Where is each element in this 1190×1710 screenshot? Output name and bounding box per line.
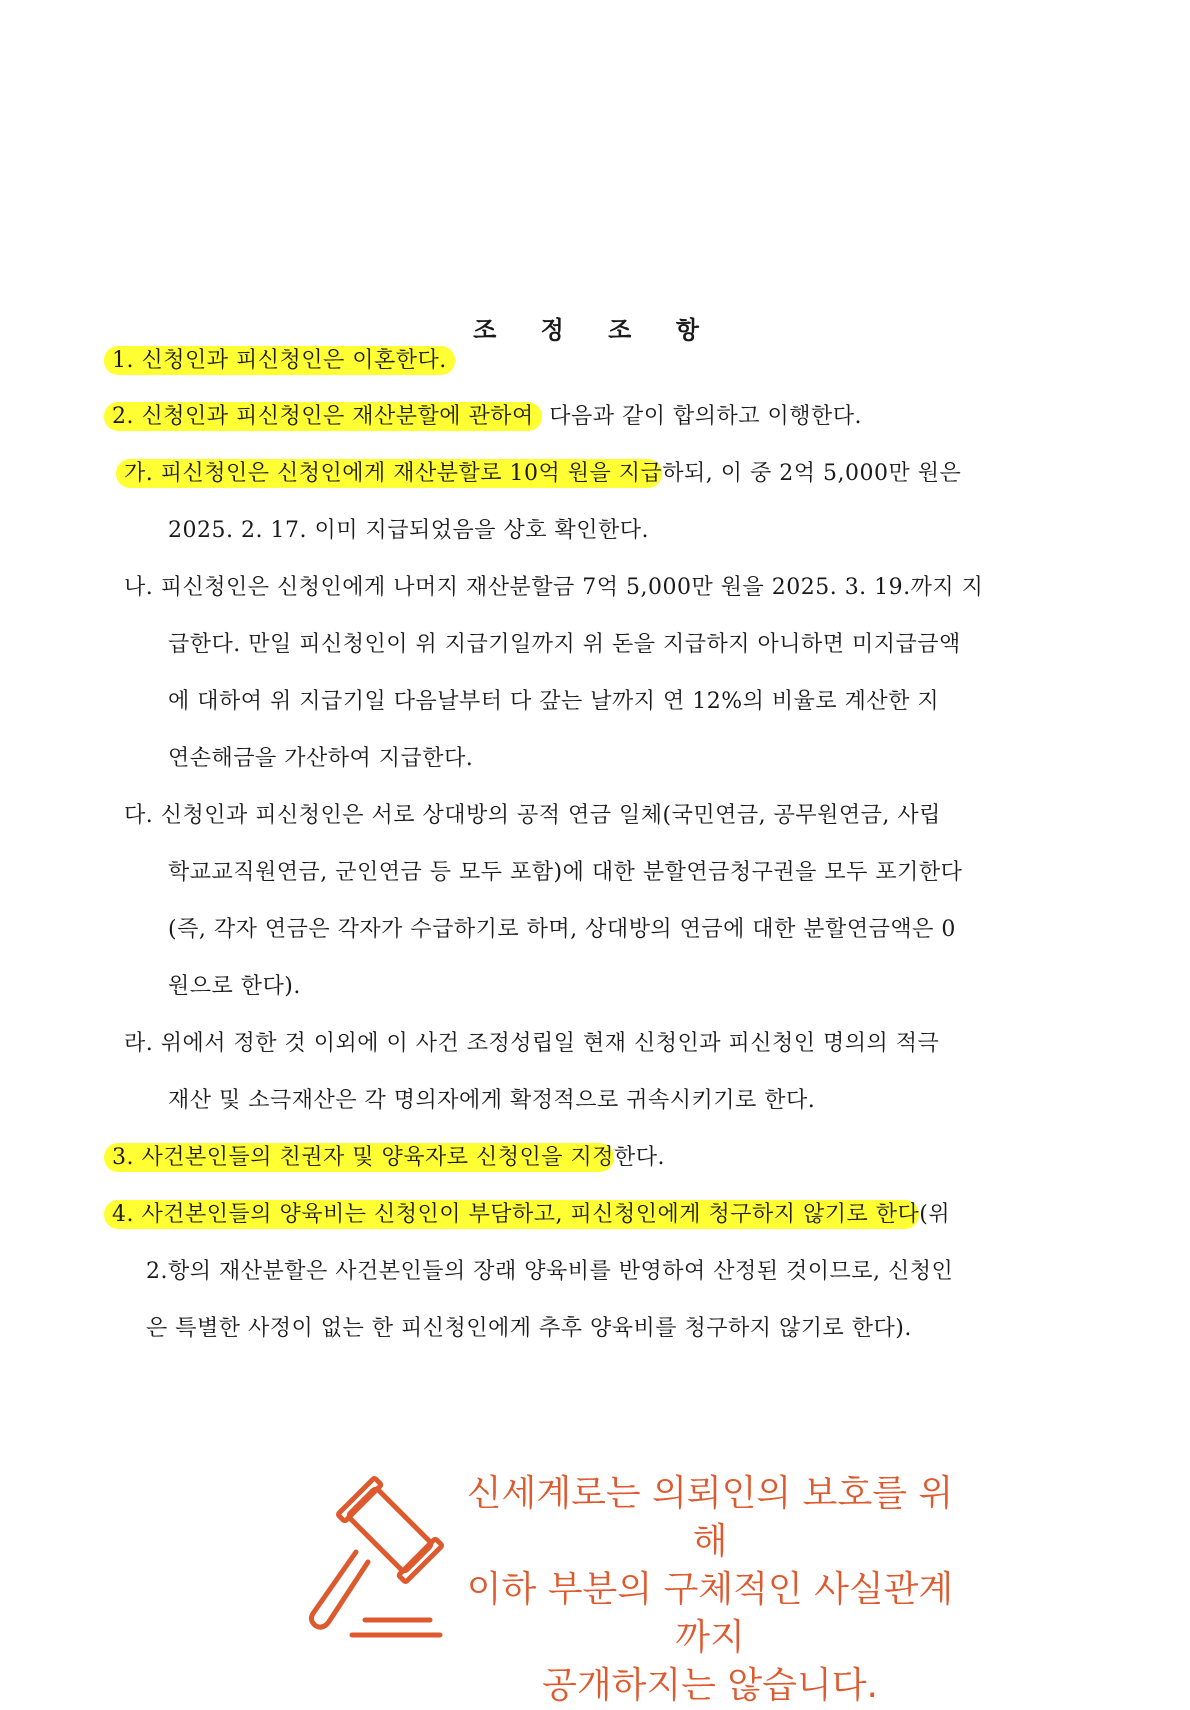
item-4-line3: 은 특별한 사정이 없는 한 피신청인에게 추후 양육비를 청구하지 않기로 한다). xyxy=(146,1316,912,1341)
item-ra-line1: 라. 위에서 정한 것 이외에 이 사건 조정성립일 현재 신청인과 피신청인 명의의 적극 xyxy=(124,1031,940,1056)
item-4-line1 xyxy=(112,1200,950,1230)
document-title: 조 정 조 항 xyxy=(473,315,717,344)
item-da-line1: 다. 신청인과 피신청인은 서로 상대방의 공적 연금 일체(국민연금, 공무원연금, 사립 xyxy=(124,803,941,828)
item-4-rest: (위 xyxy=(919,1202,951,1227)
item-3 xyxy=(112,1143,665,1173)
item-ga-line1 xyxy=(124,459,1084,489)
notice-line-1: 신세계로는 의뢰인의 보호를 위해 xyxy=(466,1473,954,1562)
item-1-highlight: 1. 신청인과 피신청인은 이혼한다. xyxy=(104,346,455,375)
item-2 xyxy=(112,402,862,432)
item-ga-highlight: 가. 피신청인은 신청인에게 재산분할로 10억 원을 지급 xyxy=(116,459,662,488)
item-2-rest: 다음과 같이 합의하고 이행한다. xyxy=(541,404,862,429)
item-3-highlight: 3. 사건본인들의 친권자 및 양육자로 신청인을 지정 xyxy=(104,1143,614,1172)
privacy-notice xyxy=(280,1470,980,1706)
item-4-line2: 2.항의 재산분할은 사건본인들의 장래 양육비를 반영하여 산정된 것이므로, 신청인 xyxy=(146,1259,954,1284)
item-na-line4: 연손해금을 가산하여 지급한다. xyxy=(168,746,474,771)
item-na-line2: 급한다. 만일 피신청인이 위 지급기일까지 위 돈을 지급하지 아니하면 미지급금액 xyxy=(168,632,961,657)
notice-line-2: 이하 부분의 구체적인 사실관계까지 xyxy=(466,1569,954,1658)
item-3-rest: 한다. xyxy=(614,1145,665,1170)
item-na-line1: 나. 피신청인은 신청인에게 나머지 재산분할금 7억 5,000만 원을 2025. 3. 19.까지 지 xyxy=(124,575,984,600)
item-4-highlight: 4. 사건본인들의 양육비는 신청인이 부담하고, 피신청인에게 청구하지 않기로 한다 xyxy=(104,1200,919,1229)
item-ga-rest: 하되, 이 중 2억 5,000만 원은 xyxy=(662,461,962,486)
item-da-line4: 원으로 한다). xyxy=(168,974,301,999)
notice-line-3: 공개하지는 않습니다. xyxy=(542,1665,878,1706)
item-ra-line2: 재산 및 소극재산은 각 명의자에게 확정적으로 귀속시키기로 한다. xyxy=(168,1088,816,1113)
item-1 xyxy=(112,346,455,376)
item-da-line2: 학교교직원연금, 군인연금 등 모두 포함)에 대한 분할연금청구권을 모두 포기한다 xyxy=(168,860,963,885)
notice-text xyxy=(450,1470,970,1710)
item-da-line3: (즉, 각자 연금은 각자가 수급하기로 하며, 상대방의 연금에 대한 분할연금액은 0 xyxy=(168,917,956,942)
item-2-highlight: 2. 신청인과 피신청인은 재산분할에 관하여 xyxy=(104,402,542,431)
item-na-line3: 에 대하여 위 지급기일 다음날부터 다 갚는 날까지 연 12%의 비율로 계산한 지 xyxy=(168,689,940,714)
item-ga-line2: 2025. 2. 17. 이미 지급되었음을 상호 확인한다. xyxy=(168,518,649,543)
gavel-icon xyxy=(290,1470,460,1650)
